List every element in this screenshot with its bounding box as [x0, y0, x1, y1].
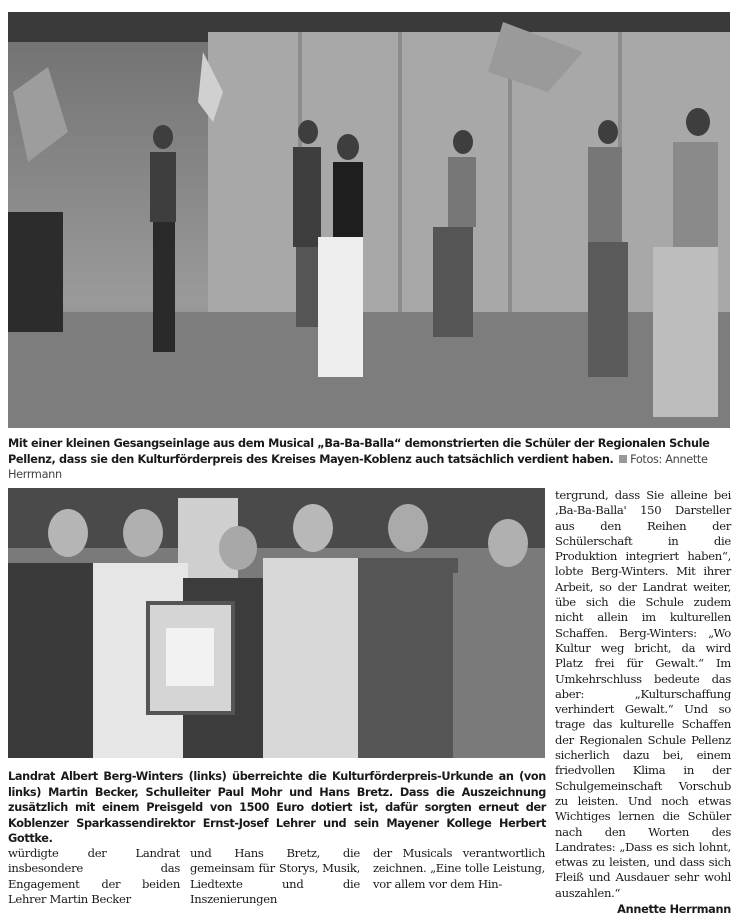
credit-square-icon — [619, 455, 627, 463]
photo1-caption-text: Mit einer kleinen Gesangseinlage aus dem Musical „Ba-Ba-Balla“ demonstrierten die Schüler der Regionalen Schule Pellenz, dass sie den Kulturförderpreis des Kreises Mayen-Koblenz auch tatsächlich verdient haben. — [8, 437, 710, 466]
award-ceremony-photo — [8, 488, 545, 758]
photo1-caption — [8, 436, 732, 483]
stage-scene-illustration — [8, 12, 730, 428]
musical-performance-photo — [8, 12, 730, 428]
photo-credit: Fotos: Annette Herrmann — [8, 452, 708, 481]
article-column-2: und Hans Bretz, die gemeinsam für Storys, Musik, Liedtexte und die Inszenierungen — [190, 846, 360, 906]
article-column-3: der Musicals verantwortlich zeichnen. „Eine tolle Leistung, vor allem vor dem Hin- — [373, 846, 545, 891]
article-column-4-text: tergrund, dass Sie alleine bei ‚Ba-Ba-Balla' 150 Darsteller aus den Reihen der Schülerschaft in die Produktion integriert haben“, lobte Berg-Winters. Mit ihrer Arbeit, so der Landrat weiter, übe sich die Schule zudem nicht allein im kulturellen Schaffen. Berg-Winters: „Wo Kultur weg bricht, da wird Platz frei für Gewalt.“ Im Umkehrschluss bedeute das aber: „Kulturschaffung verhindert Gewalt.“ Und so trage das kulturelle Schaffen der Regionalen Schule Pellenz sicherlich dazu bei, einem friedvollen Klima in der Schulgemeinschaft Vorschub zu leisten. Und noch etwas Wichtiges lernen die Schüler nach den Worten des Landrates: „Dass es sich lohnt, etwas zu leisten, und dass sich Fleiß und Ausdauer sehr wohl auszahlen.“ — [555, 488, 731, 900]
group-portrait-illustration — [8, 488, 545, 758]
photo2-caption: Landrat Albert Berg-Winters (links) überreichte die Kulturförderpreis-Urkunde an (von links) Martin Becker, Schulleiter Paul Mohr und Hans Bretz. Dass die Auszeichnung zusätzlich mit einem Preisgeld von 1500 Euro dotiert ist, dafür sorgten erneut der Koblenzer Sparkassendirektor Ernst-Josef Lehrer und sein Mayener Kollege Herbert Gottke. — [8, 770, 546, 845]
article-column-4 — [555, 488, 731, 917]
article-author: Annette Herrmann — [617, 903, 731, 917]
article-column-1: würdigte der Landrat insbesondere das Engagement der beiden Lehrer Martin Becker — [8, 846, 180, 906]
